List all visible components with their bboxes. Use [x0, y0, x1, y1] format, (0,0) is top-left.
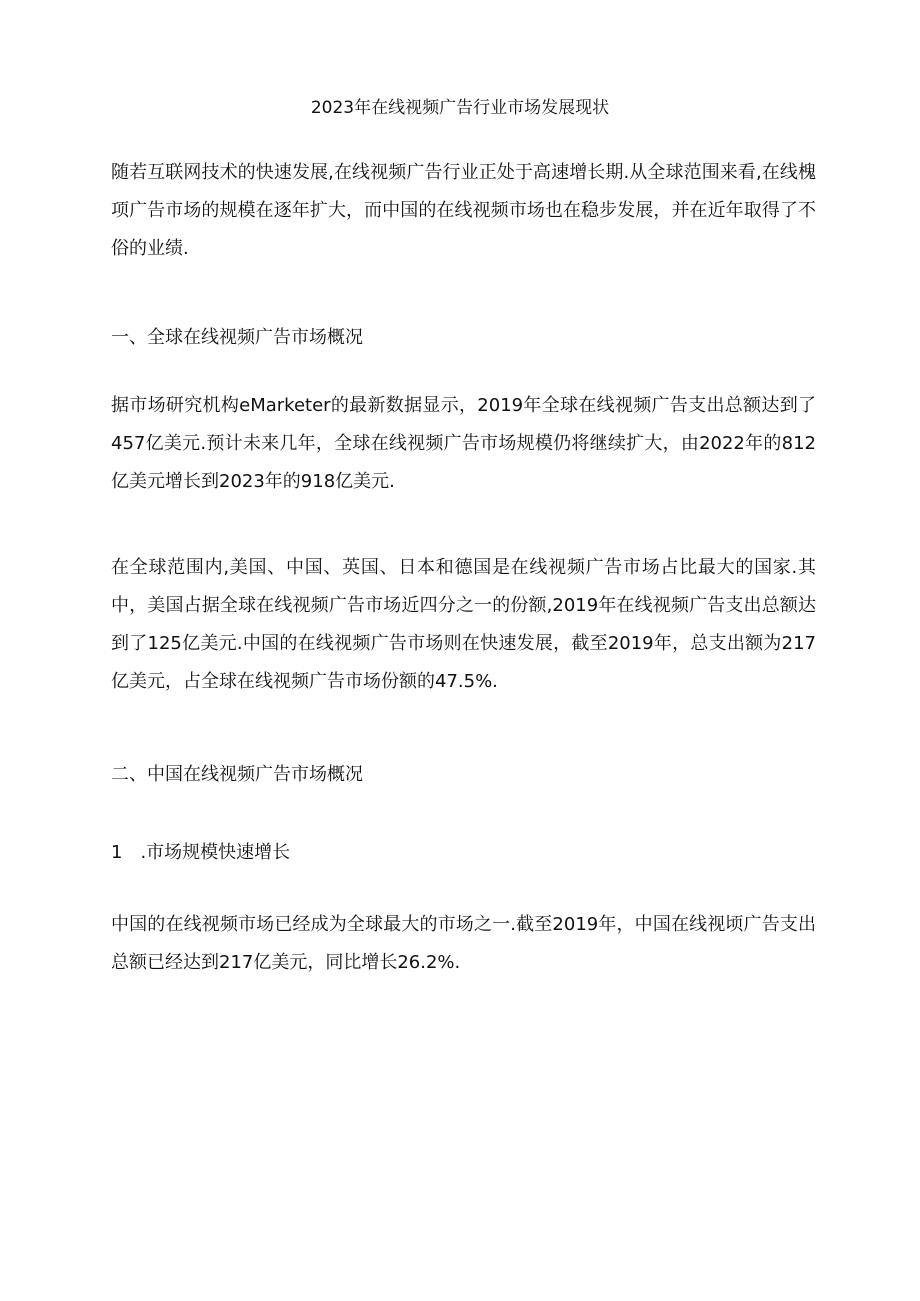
global-market-paragraph-1: 据市场研究机构eMarketer的最新数据显示，2019年全球在线视频广告支出总额达到了457亿美元.预计未来几年，全球在线视频广告市场规模仍将继续扩大，由2022年的812亿美元增长到2023年的918亿美元. [111, 395, 816, 492]
china-market-paragraph-1: 中国的在线视频市场已经成为全球最大的市场之一.截至2019年，中国在线视顷广告支出总额已经达到217亿美元，同比增长26.2%. [111, 914, 816, 973]
global-market-paragraph-2: 在全球范围内,美国、中国、英国、日本和德国是在线视频广告市场占比最大的国家.其中，美国占据全球在线视频广告市场近四分之一的份额,2019年在线视频广告支出总额达到了125亿美元.中国的在线视频广告市场则在快速发展，截至2019年，总支出额为217亿美元，占全球在线视频广告市场份额的47.5%. [111, 557, 816, 692]
intro-paragraph: 随若互联网技术的快速发展,在线视频广告行业正处于高速增长期.从全球范围来看,在线槐项广告市场的规模在逐年扩大，而中国的在线视频市场也在稳步发展，并在近年取得了不俗的业绩. [111, 162, 816, 259]
section-heading-china: 二、中国在线视频广告市场概况 [111, 764, 363, 785]
document-title: 2023年在线视频广告行业市场发展现状 [310, 98, 610, 118]
subsection-heading-market-size: 1 .市场规模快速增长 [111, 842, 291, 863]
section-heading-global: 一、全球在线视频广告市场概况 [111, 327, 363, 348]
